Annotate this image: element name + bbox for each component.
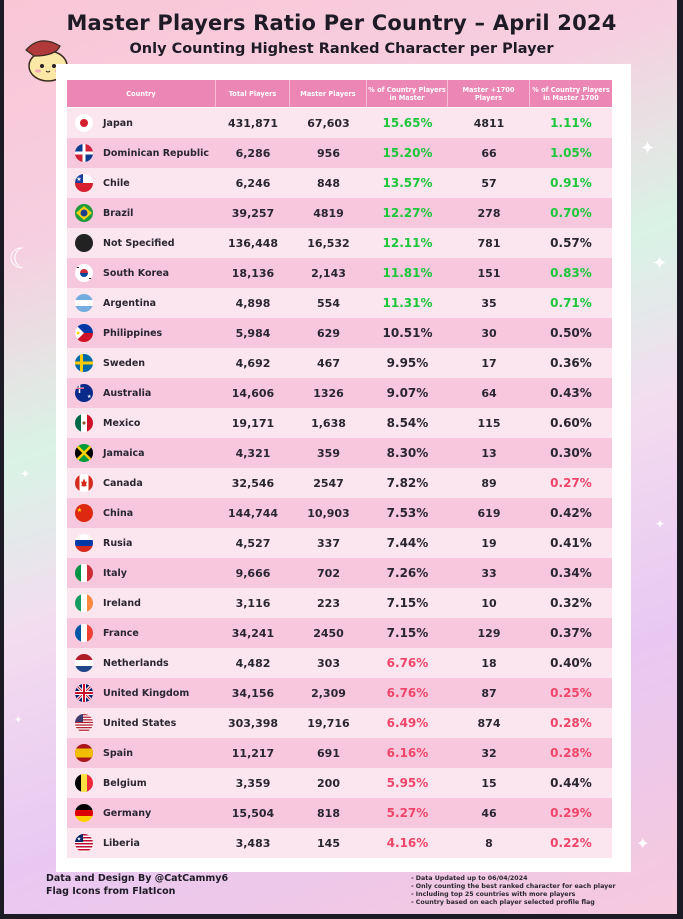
frame-right: [677, 0, 683, 919]
cell-master-players: 2,309: [311, 686, 346, 700]
cell-pct-1700: 1.05%: [550, 146, 592, 160]
country-name: Belgium: [103, 777, 147, 789]
note: - Including top 25 countries with more players: [411, 891, 576, 898]
cell-total-players: 3,359: [235, 776, 271, 790]
ireland-flag-icon: [75, 594, 93, 612]
table-header: [67, 80, 612, 107]
note: - Only counting the best ranked character for each player: [411, 883, 616, 890]
cell-master-players: 702: [317, 566, 340, 580]
cell-pct-master: 15.65%: [382, 116, 433, 130]
cell-master-players: 956: [317, 146, 340, 160]
south-korea-flag-icon: [75, 264, 93, 282]
cell-pct-1700: 0.70%: [550, 206, 592, 220]
cell-total-players: 34,241: [231, 626, 275, 640]
sparkle-icon: ☾: [8, 242, 34, 275]
cell-total-players: 39,257: [231, 206, 275, 220]
cell-pct-1700: 0.60%: [550, 416, 592, 430]
table-row: [67, 168, 612, 198]
cell-total-players: 32,546: [231, 476, 275, 490]
cell-country: [67, 558, 216, 588]
belgium-flag-icon: [75, 774, 93, 792]
table-row: [67, 258, 612, 288]
table-row: [67, 228, 612, 258]
country-name: Argentina: [103, 297, 157, 309]
cell-master-players: 1326: [313, 386, 344, 400]
table-row: [67, 408, 612, 438]
cell-total-players: 9,666: [235, 566, 271, 580]
cell-country: [67, 798, 216, 828]
canada-flag-icon: [75, 474, 93, 492]
cell-master-1700: 278: [477, 206, 501, 220]
page-title: Master Players Ratio Per Country – April 2024: [66, 11, 617, 35]
svg-text:★: ★: [76, 836, 82, 843]
cell-country: [67, 378, 216, 408]
cell-country: [67, 138, 216, 168]
sparkle-icon: ✦: [655, 517, 666, 531]
cell-pct-1700: 0.32%: [550, 596, 592, 610]
table-row: [67, 468, 612, 498]
cell-total-players: 14,606: [231, 386, 275, 400]
cell-master-1700: 18: [481, 656, 497, 670]
country-name: China: [103, 507, 134, 519]
note: - Data Updated up to 06/04/2024: [411, 875, 528, 882]
cell-country: [67, 588, 216, 618]
netherlands-flag-icon: [75, 654, 93, 672]
cell-pct-master: 9.95%: [386, 356, 429, 370]
russia-flag-icon: [75, 534, 93, 552]
cell-pct-master: 7.15%: [386, 626, 429, 640]
country-name: Sweden: [103, 357, 146, 369]
sparkle-icon: ✦: [20, 467, 31, 481]
cell-country: [67, 708, 216, 738]
cell-pct-1700: 0.27%: [550, 476, 592, 490]
cell-master-players: 2,143: [311, 266, 346, 280]
cell-country: [67, 438, 216, 468]
cell-pct-1700: 0.41%: [550, 536, 592, 550]
table-row: [67, 768, 612, 798]
cell-master-1700: 64: [481, 386, 497, 400]
cell-total-players: 3,483: [235, 836, 271, 850]
country-name: Dominican Republic: [103, 147, 209, 159]
cell-master-players: 2547: [313, 476, 344, 490]
cell-master-1700: 781: [477, 236, 501, 250]
cell-master-players: 200: [317, 776, 340, 790]
cell-pct-master: 12.11%: [382, 236, 433, 250]
cell-total-players: 18,136: [231, 266, 275, 280]
cell-total-players: 3,116: [235, 596, 271, 610]
cell-pct-1700: 0.83%: [550, 266, 592, 280]
cell-master-players: 629: [317, 326, 340, 340]
cell-master-1700: 17: [481, 356, 497, 370]
cell-pct-master: 13.57%: [382, 176, 433, 190]
cell-master-1700: 129: [477, 626, 501, 640]
country-name: Italy: [103, 567, 127, 579]
cell-pct-master: 8.54%: [386, 416, 429, 430]
table-row: [67, 108, 612, 138]
country-name: Germany: [103, 807, 152, 819]
cell-country: [67, 618, 216, 648]
country-name: Not Specified: [103, 237, 175, 249]
table-row: [67, 318, 612, 348]
country-name: France: [103, 627, 139, 639]
mexico-flag-icon: [75, 414, 93, 432]
cell-pct-master: 9.07%: [386, 386, 429, 400]
country-name: United States: [103, 717, 177, 729]
cell-master-players: 554: [317, 296, 340, 310]
cell-pct-master: 7.15%: [386, 596, 429, 610]
cell-pct-1700: 0.30%: [550, 446, 592, 460]
cell-total-players: 144,744: [227, 506, 279, 520]
cell-master-players: 4819: [313, 206, 344, 220]
notes: [411, 875, 616, 907]
cell-master-players: 818: [317, 806, 340, 820]
cell-master-players: 67,603: [307, 116, 350, 130]
cell-pct-1700: 0.71%: [550, 296, 592, 310]
cell-pct-1700: 0.40%: [550, 656, 592, 670]
table-row: [67, 138, 612, 168]
sparkle-icon: ✦: [652, 253, 668, 274]
cell-country: [67, 198, 216, 228]
cell-country: [67, 738, 216, 768]
cell-total-players: 136,448: [227, 236, 279, 250]
cell-master-players: 16,532: [307, 236, 350, 250]
cell-pct-1700: 0.25%: [550, 686, 592, 700]
jamaica-flag-icon: [75, 444, 93, 462]
cell-master-1700: 4811: [473, 116, 505, 130]
cell-master-1700: 66: [481, 146, 497, 160]
australia-flag-icon: [75, 384, 93, 402]
table-row: [67, 588, 612, 618]
frame-bottom: [0, 914, 683, 919]
cell-master-1700: 35: [481, 296, 497, 310]
credits: [46, 872, 228, 898]
cell-country: [67, 348, 216, 378]
cell-pct-1700: 0.44%: [550, 776, 592, 790]
table-row: [67, 678, 612, 708]
sweden-flag-icon: [75, 354, 93, 372]
cell-pct-1700: 0.36%: [550, 356, 592, 370]
country-name: Mexico: [103, 417, 141, 429]
svg-text:★: ★: [87, 394, 92, 400]
cell-pct-master: 7.53%: [386, 506, 429, 520]
cell-master-1700: 57: [481, 176, 497, 190]
cell-master-players: 19,716: [307, 716, 350, 730]
cell-pct-master: 7.26%: [386, 566, 429, 580]
dominican-republic-flag-icon: [75, 144, 93, 162]
country-name: Philippines: [103, 327, 163, 339]
cell-master-players: 1,638: [311, 416, 346, 430]
credit-text: Data and Design By @CatCammy6: [46, 873, 229, 884]
header-country: Country: [67, 80, 216, 107]
cell-pct-master: 6.16%: [386, 746, 429, 760]
cell-master-players: 467: [317, 356, 340, 370]
cell-total-players: 6,246: [235, 176, 271, 190]
cell-total-players: 15,504: [231, 806, 275, 820]
table-row: [67, 198, 612, 228]
cell-pct-master: 11.31%: [382, 296, 433, 310]
cell-pct-master: 11.81%: [382, 266, 433, 280]
cell-pct-1700: 0.43%: [550, 386, 592, 400]
country-name: Japan: [103, 117, 133, 129]
sparkle-icon: ✦: [14, 715, 23, 726]
china-flag-icon: [75, 504, 93, 522]
cell-master-1700: 89: [481, 476, 497, 490]
header-pct-master: % of Country Players in Master: [367, 80, 448, 107]
cell-total-players: 11,217: [231, 746, 275, 760]
cell-total-players: 4,527: [235, 536, 271, 550]
united-states-flag-icon: [75, 714, 93, 732]
cell-country: [67, 228, 216, 258]
cell-master-1700: 619: [477, 506, 501, 520]
cell-pct-1700: 0.28%: [550, 716, 592, 730]
france-flag-icon: [75, 624, 93, 642]
cell-pct-1700: 0.42%: [550, 506, 592, 520]
cell-country: [67, 528, 216, 558]
cell-pct-master: 10.51%: [382, 326, 433, 340]
frame-left: [0, 0, 4, 919]
japan-flag-icon: [75, 114, 93, 132]
sparkle-icon: ✦: [640, 138, 656, 159]
page-subtitle: Only Counting Highest Ranked Character per Player: [129, 41, 554, 57]
cell-pct-master: 5.27%: [386, 806, 429, 820]
brazil-flag-icon: [75, 204, 93, 222]
country-name: Australia: [103, 387, 152, 399]
cell-country: [67, 648, 216, 678]
cell-country: [67, 258, 216, 288]
cell-master-players: 145: [317, 836, 340, 850]
svg-text:★: ★: [76, 176, 82, 183]
country-name: Jamaica: [103, 447, 145, 459]
cell-country: [67, 168, 216, 198]
cell-pct-master: 7.44%: [386, 536, 429, 550]
country-name: South Korea: [103, 267, 170, 279]
argentina-flag-icon: [75, 294, 93, 312]
cell-pct-1700: 0.28%: [550, 746, 592, 760]
cell-total-players: 4,321: [235, 446, 271, 460]
cell-master-1700: 32: [481, 746, 497, 760]
table-row: [67, 558, 612, 588]
sparkle-icon: ✦: [636, 834, 650, 853]
cell-total-players: 6,286: [235, 146, 271, 160]
cell-country: [67, 828, 216, 858]
cell-pct-1700: 0.50%: [550, 326, 592, 340]
cell-pct-master: 6.76%: [386, 686, 429, 700]
header-master-1700: Master +1700 Players: [448, 80, 530, 107]
cell-country: [67, 768, 216, 798]
cell-master-1700: 19: [481, 536, 497, 550]
country-name: Chile: [103, 177, 130, 189]
cell-master-players: 848: [317, 176, 340, 190]
icons-credit-text: Flag Icons from FlatIcon: [46, 886, 176, 897]
cell-master-players: 303: [317, 656, 340, 670]
header-pct-1700: % of Country Players in Master 1700: [530, 80, 612, 107]
cell-master-players: 359: [317, 446, 340, 460]
table-row: [67, 708, 612, 738]
table-row: [67, 528, 612, 558]
country-name: Liberia: [103, 837, 140, 849]
cell-master-players: 10,903: [307, 506, 350, 520]
cell-country: [67, 678, 216, 708]
cell-pct-1700: 1.11%: [550, 116, 592, 130]
cell-master-1700: 87: [481, 686, 497, 700]
germany-flag-icon: [75, 804, 93, 822]
cell-pct-1700: 0.91%: [550, 176, 592, 190]
table-row: [67, 738, 612, 768]
note: - Country based on each player selected profile flag: [411, 899, 595, 906]
spain-flag-icon: [75, 744, 93, 762]
cell-master-1700: 874: [477, 716, 501, 730]
table-row: [67, 438, 612, 468]
united-kingdom-flag-icon: [75, 684, 93, 702]
cell-pct-1700: 0.57%: [550, 236, 592, 250]
svg-text:★: ★: [76, 507, 83, 514]
cell-total-players: 4,692: [235, 356, 271, 370]
liberia-flag-icon: [75, 834, 93, 852]
cell-master-1700: 15: [481, 776, 497, 790]
cell-total-players: 34,156: [231, 686, 275, 700]
cell-country: [67, 498, 216, 528]
header-total-players: Total Players: [216, 80, 290, 107]
cell-pct-1700: 0.22%: [550, 836, 592, 850]
cell-pct-1700: 0.29%: [550, 806, 592, 820]
table-row: [67, 648, 612, 678]
country-name: United Kingdom: [103, 687, 190, 699]
italy-flag-icon: [75, 564, 93, 582]
cell-pct-master: 15.20%: [382, 146, 433, 160]
country-name: Canada: [103, 477, 143, 489]
cell-country: [67, 108, 216, 138]
cell-total-players: 5,984: [235, 326, 271, 340]
table-row: [67, 378, 612, 408]
cell-country: [67, 318, 216, 348]
philippines-flag-icon: [75, 324, 93, 342]
cell-master-1700: 151: [477, 266, 501, 280]
table-row: [67, 498, 612, 528]
table-row: [67, 618, 612, 648]
cell-total-players: 431,871: [227, 116, 279, 130]
cell-pct-master: 5.95%: [386, 776, 429, 790]
cell-master-players: 2450: [313, 626, 344, 640]
cell-country: [67, 408, 216, 438]
country-name: Spain: [103, 747, 134, 759]
cell-pct-master: 7.82%: [386, 476, 429, 490]
table-row: [67, 348, 612, 378]
not-specified-flag-icon: [75, 234, 93, 252]
cell-total-players: 303,398: [227, 716, 279, 730]
country-name: Ireland: [103, 597, 141, 609]
header-master-players: Master Players: [290, 80, 367, 107]
cell-total-players: 4,898: [235, 296, 271, 310]
table-row: [67, 828, 612, 858]
cell-master-players: 337: [317, 536, 340, 550]
cell-pct-master: 8.30%: [386, 446, 429, 460]
chile-flag-icon: [75, 174, 93, 192]
cell-master-1700: 13: [481, 446, 497, 460]
cell-master-players: 223: [317, 596, 340, 610]
cell-pct-master: 6.49%: [386, 716, 429, 730]
cell-master-1700: 115: [477, 416, 501, 430]
cell-total-players: 4,482: [235, 656, 271, 670]
table-row: [67, 288, 612, 318]
cell-master-1700: 46: [481, 806, 497, 820]
country-name: Netherlands: [103, 657, 169, 669]
cell-pct-master: 12.27%: [382, 206, 433, 220]
cell-master-1700: 30: [481, 326, 497, 340]
cell-pct-master: 4.16%: [386, 836, 429, 850]
cell-total-players: 19,171: [231, 416, 275, 430]
cell-pct-1700: 0.37%: [550, 626, 592, 640]
country-name: Rusia: [103, 537, 133, 549]
cell-master-1700: 8: [485, 836, 493, 850]
cell-pct-master: 6.76%: [386, 656, 429, 670]
cell-master-players: 691: [317, 746, 340, 760]
cell-pct-1700: 0.34%: [550, 566, 592, 580]
cell-country: [67, 288, 216, 318]
table-row: [67, 798, 612, 828]
country-name: Brazil: [103, 207, 134, 219]
cell-master-1700: 10: [481, 596, 497, 610]
cell-country: [67, 468, 216, 498]
cell-master-1700: 33: [481, 566, 497, 580]
